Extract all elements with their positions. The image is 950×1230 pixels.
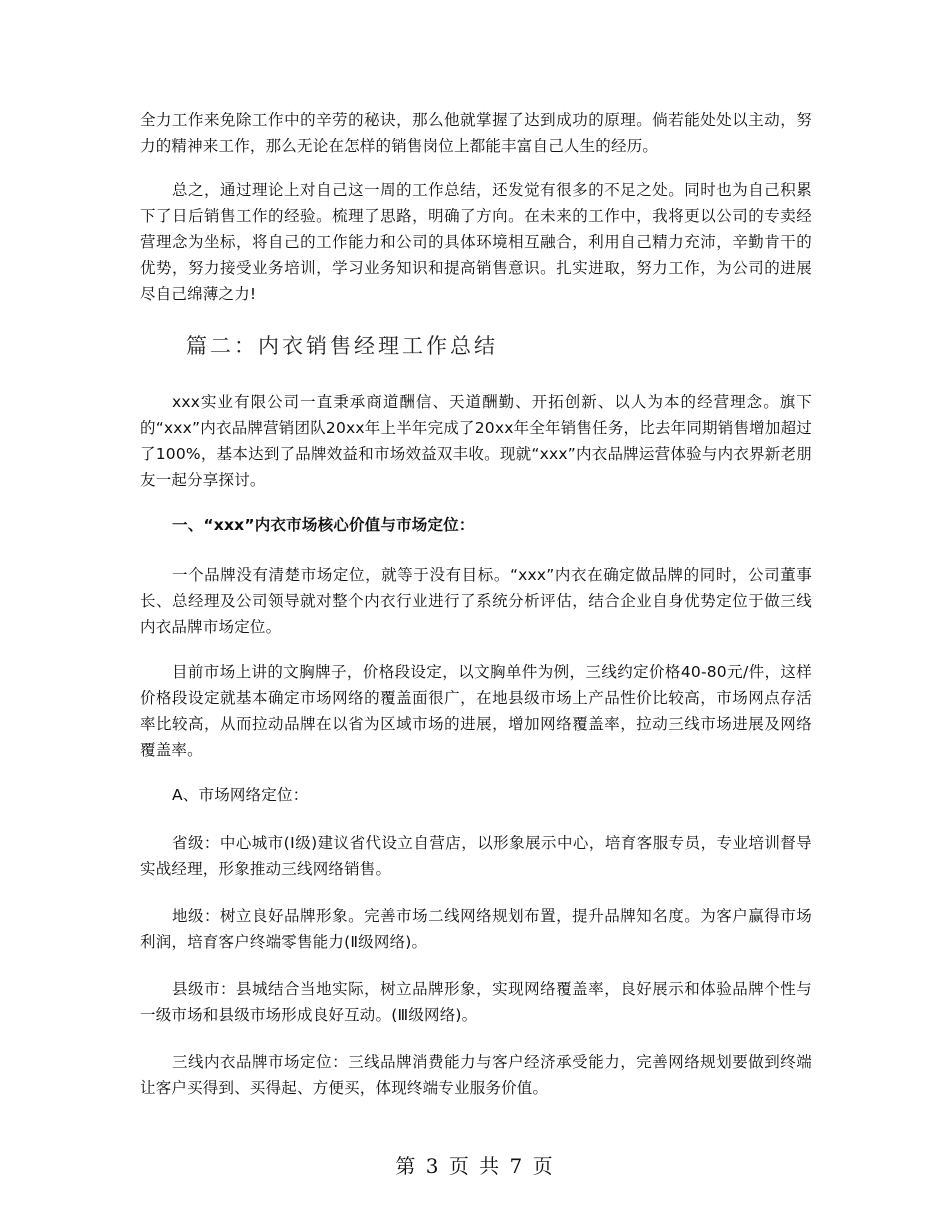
paragraph-9: 三线内衣品牌市场定位：三线品牌消费能力与客户经济承受能力，完善网络规划要做到终端让客户买得到、买得起、方便买，体现终端专业服务价值。 <box>140 1053 812 1097</box>
paragraph-5: 目前市场上讲的文胸牌子，价格段设定，以文胸单件为例，三线约定价格40-80元/件，这样价格段设定就基本确定市场网络的覆盖面很广，在地县级市场上产品性价比较高，市场网点存活率比较高，从而拉动品牌在以省为区域市场的进展，增加网络覆盖率，拉动三线市场进展及网络覆盖率。 <box>140 663 812 759</box>
paragraph-8: 县级市：县城结合当地实际，树立品牌形象，实现网络覆盖率，良好展示和体验品牌个性与一级市场和县级市场形成良好互动。(Ⅲ级网络)。 <box>140 980 812 1024</box>
paragraph-2: 总之，通过理论上对自己这一周的工作总结，还发觉有很多的不足之处。同时也为自己积累下了日后销售工作的经验。梳理了思路，明确了方向。在未来的工作中，我将更以公司的专卖经营理念为坐标，将自己的工作能力和公司的具体环境相互融合，利用自己精力充沛，辛勤肯干的优势，努力接受业务培训，学习业务知识和提高销售意识。扎实进取，努力工作，为公司的进展尽自己绵薄之力! <box>140 181 812 303</box>
paragraph-7: 地级：树立良好品牌形象。完善市场二线网络规划布置，提升品牌知名度。为客户赢得市场利润，培育客户终端零售能力(Ⅱ级网络)。 <box>140 907 812 951</box>
paragraph-4: 一个品牌没有清楚市场定位，就等于没有目标。“xxx”内衣在确定做品牌的同时，公司董事长、总经理及公司领导就对整个内衣行业进行了系统分析评估，结合企业自身优势定位于做三线内衣品牌市场定位。 <box>140 566 812 636</box>
page-number-footer: 第 3 页 共 7 页 <box>395 1154 555 1178</box>
paragraph-6: 省级：中心城市(Ⅰ级)建议省代设立自营店，以形象展示中心，培育客服专员，专业培训督导实战经理，形象推动三线网络销售。 <box>140 834 812 878</box>
paragraph-1: 全力工作来免除工作中的辛劳的秘诀，那么他就掌握了达到成功的原理。倘若能处处以主动，努力的精神来工作，那么无论在怎样的销售岗位上都能丰富自己人生的经历。 <box>140 111 812 155</box>
paragraph-3: xxx实业有限公司一直秉承商道酬信、天道酬勤、开拓创新、以人为本的经营理念。旗下的“xxx”内衣品牌营销团队20xx年上半年完成了20xx年全年销售任务，比去年同期销售增加超过了100%，基本达到了品牌效益和市场效益双丰收。现就“xxx”内衣品牌运营体验与内衣界新老朋友一起分享探讨。 <box>140 393 812 489</box>
subsection-a-title: A、市场网络定位： <box>172 786 309 804</box>
subsection-title: 一、“xxx”内衣市场核心价值与市场定位： <box>172 516 475 534</box>
section-heading: 篇二：内衣销售经理工作总结 <box>186 334 498 358</box>
